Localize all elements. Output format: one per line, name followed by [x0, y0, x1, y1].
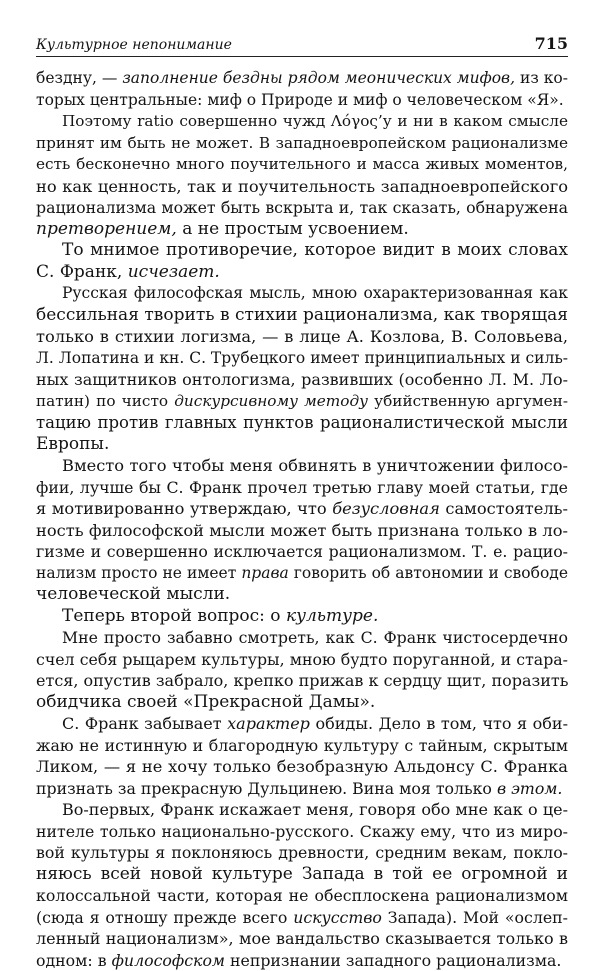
text-line: бессильная творить в стихии рационализма, как творящая — [36, 305, 568, 327]
running-title: Культурное непонимание — [36, 37, 232, 53]
text-line: ленный национализм», мое вандальство сказывается только в — [36, 928, 568, 950]
text-line: нителе только национально-русского. Скажу ему, что из миро- — [36, 821, 568, 843]
text-line: Мне просто забавно смотреть, как С. Франк чистосердечно — [36, 627, 568, 649]
text-line: торых центральные: миф о Природе и миф о человеческом «Я». — [36, 90, 568, 112]
text-line: вой культуры я поклоняюсь древности, средним векам, покло- — [36, 842, 568, 864]
page-number: 715 — [535, 34, 568, 53]
text-line: ных защитников онтологизма, развивших (особенно Л. М. Ло- — [36, 369, 568, 391]
text-line: человеческой мысли. — [36, 584, 568, 606]
text-line: фии, лучше бы С. Франк прочел третью главу моей статьи, где — [36, 477, 568, 499]
text-line: С. Франк, исчезает. — [36, 262, 568, 284]
text-line: только в стихии логизма, — в лице А. Козлова, В. Соловьева, — [36, 326, 568, 348]
text-line: Русская философская мысль, мною охарактеризованная как — [36, 283, 568, 305]
text-line: есть бесконечно много поучительного и масса живых моментов, — [36, 154, 568, 176]
text-column — [36, 68, 568, 971]
text-line: патин) по чисто дискурсивному методу убийственную аргумен- — [36, 391, 568, 413]
text-line: обидчика своей «Прекрасной Дамы». — [36, 692, 568, 714]
text-line: но как ценность, так и поучительность западноевропейского — [36, 176, 568, 198]
running-head — [36, 32, 568, 57]
text-line: я мотивированно утверждаю, что безусловная самостоятель- — [36, 498, 568, 520]
text-line: Вместо того чтобы меня обвинять в уничтожении филосо- — [36, 455, 568, 477]
text-line: ность философской мысли может быть признана только в ло- — [36, 520, 568, 542]
text-line: одном: в философском непризнании западного рационализма. — [36, 950, 568, 971]
text-line: тацию против главных пунктов рационалистической мысли — [36, 412, 568, 434]
text-line: Теперь второй вопрос: о культуре. — [36, 606, 568, 628]
text-line: бездну, — заполнение бездны рядом меонических мифов, из ко- — [36, 68, 568, 90]
text-line: жаю не истинную и благородную культуру с тайным, скрытым — [36, 735, 568, 757]
text-line: признать за прекрасную Дульцинею. Вина моя только в этом. — [36, 778, 568, 800]
text-line: Европы. — [36, 434, 568, 456]
text-line: счел себя рыцарем культуры, мною будто поруганной, и стара- — [36, 649, 568, 671]
text-line: С. Франк забывает характер обиды. Дело в том, что я оби- — [36, 713, 568, 735]
text-line: (сюда я отношу прежде всего искусство Запада). Мой «ослеп- — [36, 907, 568, 929]
text-line: нализм просто не имеет права говорить об автономии и свободе — [36, 563, 568, 585]
text-line: Ликом, — я не хочу только безобразную Альдонсу С. Франка — [36, 756, 568, 778]
text-line: принят им быть не может. В западноевропейском рационализме — [36, 133, 568, 155]
text-line: гизме и совершенно исключается рационализмом. Т. е. рацио- — [36, 541, 568, 563]
text-line: ется, опустив забрало, крепко прижав к сердцу щит, поразить — [36, 670, 568, 692]
text-line: Поэтому ratio совершенно чужд Λόγος’у и ни в каком смысле — [36, 111, 568, 133]
text-line: няюсь всей новой культуре Запада в той ее огромной и — [36, 864, 568, 886]
text-line: Л. Лопатина и кн. С. Трубецкого имеет принципиальных и силь- — [36, 348, 568, 370]
text-line: колоссальной части, которая не обесплоскена рационализмом — [36, 885, 568, 907]
text-line: претворением, а не простым усвоением. — [36, 219, 568, 241]
text-line: Во-первых, Франк искажает меня, говоря обо мне как о це- — [36, 799, 568, 821]
text-line: рационализма может быть вскрыта и, так сказать, обнаружена — [36, 197, 568, 219]
text-line: То мнимое противоречие, которое видит в моих словах — [36, 240, 568, 262]
